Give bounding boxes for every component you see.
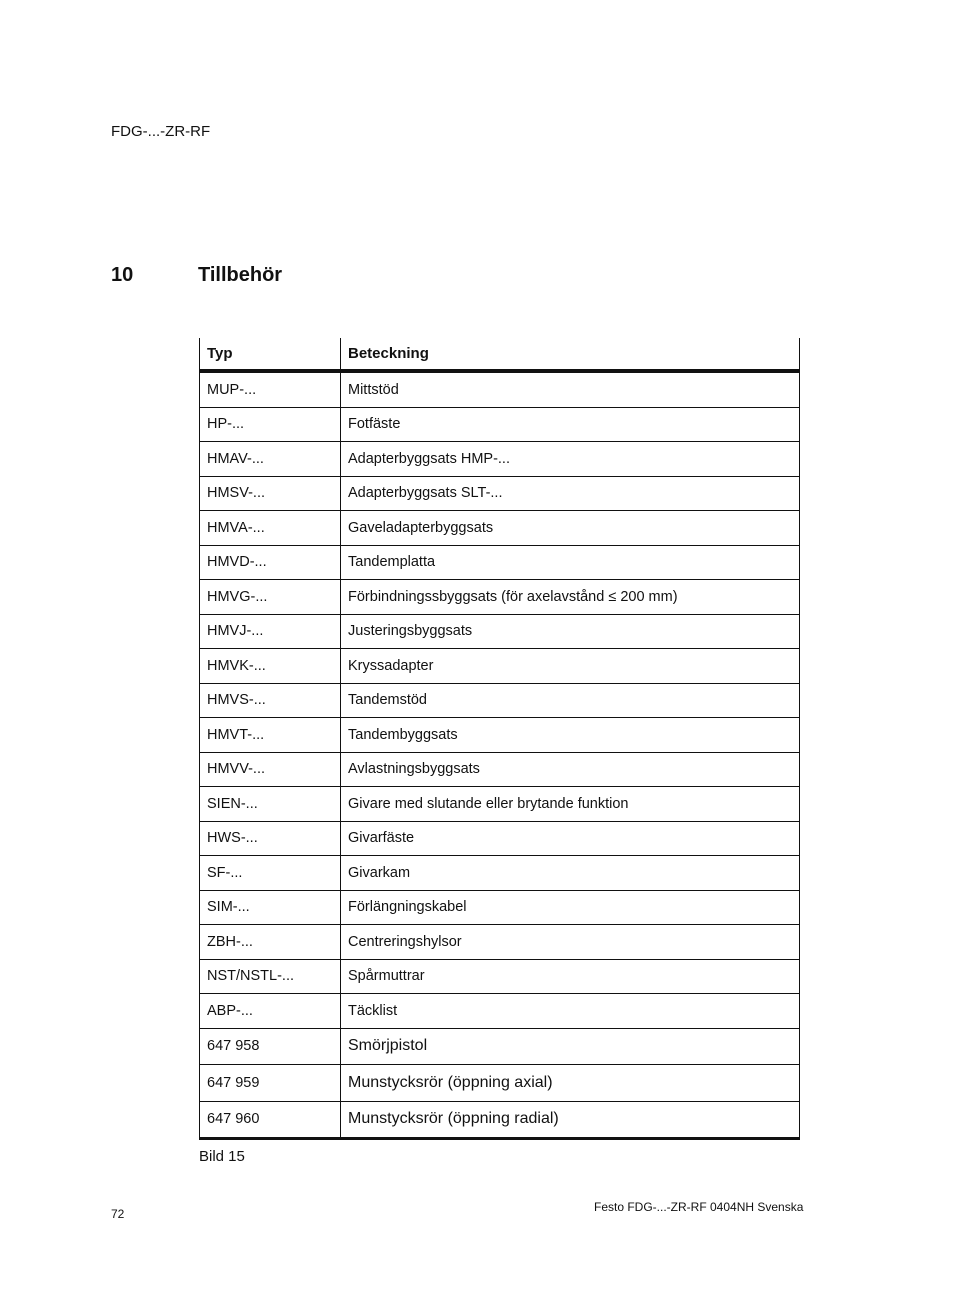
type-cell: HMVD-... (200, 545, 341, 580)
figure-caption: Bild 15 (199, 1148, 245, 1165)
table-row (200, 1065, 800, 1102)
footer-document-reference: Festo FDG-...-ZR-RF 0404NH Svenska (594, 1200, 804, 1214)
type-cell: HMVA-... (200, 511, 341, 546)
table-row (200, 649, 800, 684)
designation-cell: Givarkam (341, 856, 800, 891)
column-header-designation: Beteckning (341, 338, 800, 371)
type-cell: NST/NSTL-... (200, 959, 341, 994)
type-cell: SF-... (200, 856, 341, 891)
designation-cell: Munstycksrör (öppning radial) (341, 1101, 800, 1139)
table-row (200, 821, 800, 856)
designation-cell: Adapterbyggsats HMP-... (341, 442, 800, 477)
table-row (200, 614, 800, 649)
designation-cell: Kryssadapter (341, 649, 800, 684)
designation-cell: Adapterbyggsats SLT-... (341, 476, 800, 511)
table-row (200, 959, 800, 994)
section-number: 10 (111, 264, 134, 286)
type-cell: 647 959 (200, 1065, 341, 1102)
designation-cell: Förbindningssbyggsats (för axelavstånd ≤ 200 mm) (341, 580, 800, 615)
designation-cell: Täcklist (341, 994, 800, 1029)
designation-cell: Givare med slutande eller brytande funktion (341, 787, 800, 822)
designation-cell: Givarfäste (341, 821, 800, 856)
header-product-code: FDG-...-ZR-RF (111, 123, 211, 140)
type-cell: HMVV-... (200, 752, 341, 787)
table-row (200, 890, 800, 925)
designation-cell: Munstycksrör (öppning axial) (341, 1065, 800, 1102)
table-row (200, 442, 800, 477)
type-cell: 647 958 (200, 1028, 341, 1065)
designation-cell: Tandembyggsats (341, 718, 800, 753)
type-cell: ZBH-... (200, 925, 341, 960)
type-cell: ABP-... (200, 994, 341, 1029)
table-row (200, 1028, 800, 1065)
table-row (200, 580, 800, 615)
table-row (200, 718, 800, 753)
designation-cell: Förlängningskabel (341, 890, 800, 925)
type-cell: HMVG-... (200, 580, 341, 615)
table-row (200, 752, 800, 787)
designation-cell: Fotfäste (341, 407, 800, 442)
table-row (200, 371, 800, 407)
type-cell: 647 960 (200, 1101, 341, 1139)
table-row (200, 1101, 800, 1139)
accessories-table (199, 338, 800, 1140)
type-cell: HMVJ-... (200, 614, 341, 649)
type-cell: HP-... (200, 407, 341, 442)
type-cell: HWS-... (200, 821, 341, 856)
designation-cell: Tandemstöd (341, 683, 800, 718)
designation-cell: Spårmuttrar (341, 959, 800, 994)
designation-cell: Centreringshylsor (341, 925, 800, 960)
table-row (200, 925, 800, 960)
type-cell: MUP-... (200, 371, 341, 407)
table-row (200, 511, 800, 546)
table-row (200, 407, 800, 442)
type-cell: HMSV-... (200, 476, 341, 511)
table-header-row (200, 338, 800, 371)
table-row (200, 683, 800, 718)
designation-cell: Mittstöd (341, 371, 800, 407)
designation-cell: Avlastningsbyggsats (341, 752, 800, 787)
table-row (200, 787, 800, 822)
type-cell: SIEN-... (200, 787, 341, 822)
type-cell: HMVK-... (200, 649, 341, 684)
designation-cell: Smörjpistol (341, 1028, 800, 1065)
designation-cell: Justeringsbyggsats (341, 614, 800, 649)
designation-cell: Gaveladapterbyggsats (341, 511, 800, 546)
table-row (200, 545, 800, 580)
column-header-type: Typ (200, 338, 341, 371)
type-cell: SIM-... (200, 890, 341, 925)
table-row (200, 856, 800, 891)
table-row (200, 994, 800, 1029)
designation-cell: Tandemplatta (341, 545, 800, 580)
type-cell: HMVT-... (200, 718, 341, 753)
type-cell: HMVS-... (200, 683, 341, 718)
table-row (200, 476, 800, 511)
type-cell: HMAV-... (200, 442, 341, 477)
section-title: Tillbehör (198, 264, 283, 286)
page-number: 72 (111, 1207, 125, 1221)
